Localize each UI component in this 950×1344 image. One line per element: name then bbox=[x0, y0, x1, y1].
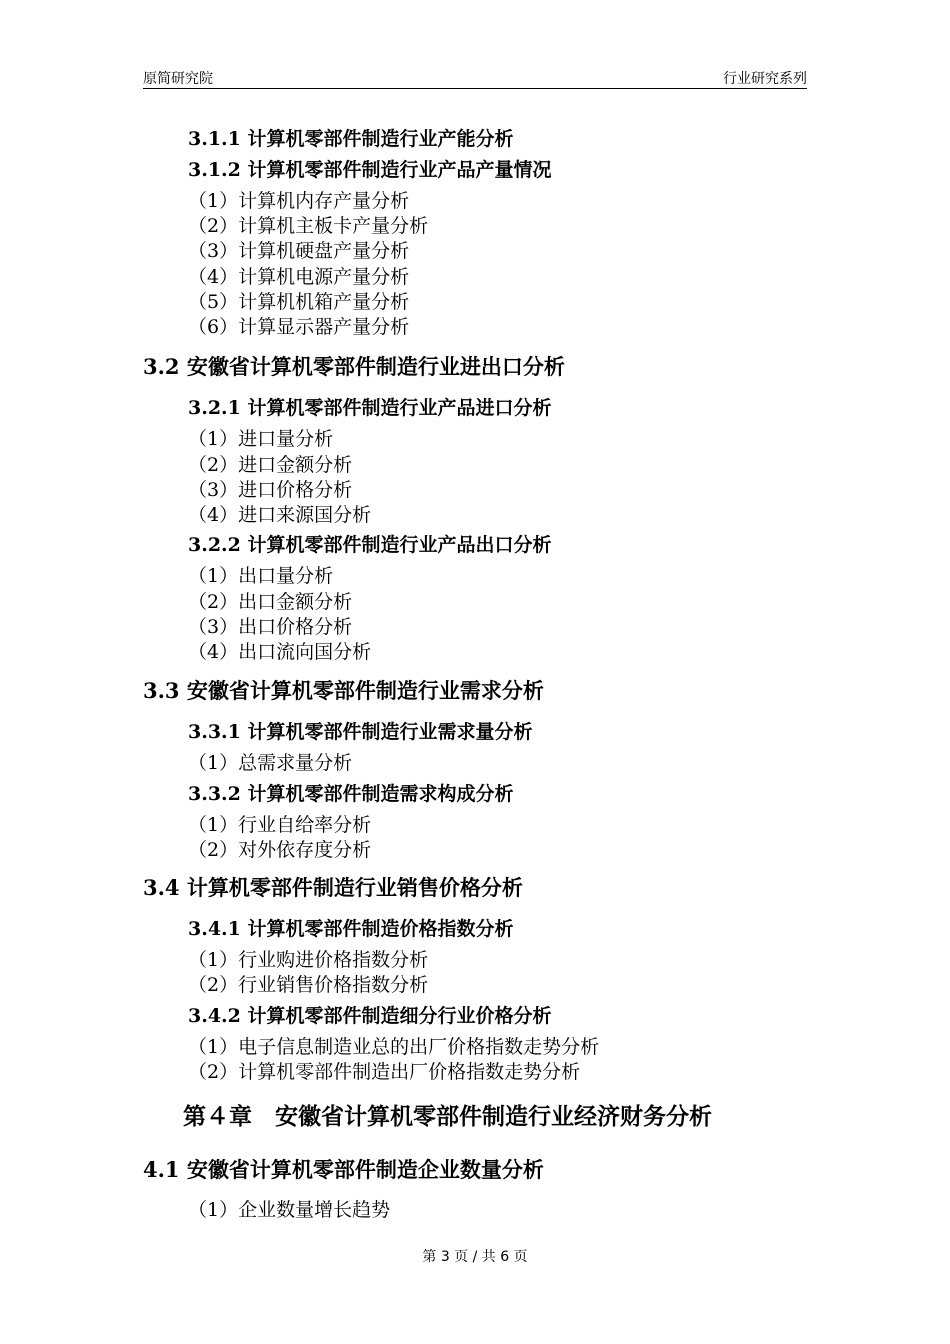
toc-entry: （1）计算机内存产量分析 bbox=[188, 190, 410, 212]
toc-entry: （1）总需求量分析 bbox=[188, 752, 353, 774]
toc-entry: 3.3 安徽省计算机零部件制造行业需求分析 bbox=[143, 678, 544, 703]
toc-entry: 3.3.1 计算机零部件制造行业需求量分析 bbox=[188, 721, 533, 743]
toc-entry: （1）行业购进价格指数分析 bbox=[188, 949, 429, 971]
toc-entry: 4.1 安徽省计算机零部件制造企业数量分析 bbox=[143, 1157, 544, 1182]
toc-entry: （2）对外依存度分析 bbox=[188, 839, 372, 861]
toc-entry: （2）计算机零部件制造出厂价格指数走势分析 bbox=[188, 1061, 581, 1083]
toc-entry: （4）出口流向国分析 bbox=[188, 641, 372, 663]
toc-entry: 3.4.2 计算机零部件制造细分行业价格分析 bbox=[188, 1005, 552, 1027]
toc-entry: （1）进口量分析 bbox=[188, 428, 334, 450]
toc-entry: 3.2.1 计算机零部件制造行业产品进口分析 bbox=[188, 397, 552, 419]
toc-entry: 3.1.1 计算机零部件制造行业产能分析 bbox=[188, 128, 514, 150]
toc-entry: （6）计算显示器产量分析 bbox=[188, 316, 410, 338]
toc-entry: （4）进口来源国分析 bbox=[188, 504, 372, 526]
toc-entry: 3.1.2 计算机零部件制造行业产品产量情况 bbox=[188, 159, 552, 181]
toc-entry: （1）出口量分析 bbox=[188, 565, 334, 587]
page-footer: 第 3 页 / 共 6 页 bbox=[422, 1249, 528, 1265]
toc-entry: （1）行业自给率分析 bbox=[188, 814, 372, 836]
toc-entry: （3）出口价格分析 bbox=[188, 616, 353, 638]
toc-entry: 3.2.2 计算机零部件制造行业产品出口分析 bbox=[188, 534, 552, 556]
toc-entry: （2）行业销售价格指数分析 bbox=[188, 974, 429, 996]
header-right-text: 行业研究系列 bbox=[723, 71, 807, 87]
toc-entry: 3.4.1 计算机零部件制造价格指数分析 bbox=[188, 918, 514, 940]
toc-entry: 3.3.2 计算机零部件制造需求构成分析 bbox=[188, 783, 514, 805]
toc-entry: （1）企业数量增长趋势 bbox=[188, 1199, 391, 1221]
header-left-text: 原简研究院 bbox=[143, 71, 213, 87]
toc-entry: （3）计算机硬盘产量分析 bbox=[188, 240, 410, 262]
toc-entry: （5）计算机机箱产量分析 bbox=[188, 291, 410, 313]
toc-entry: 第４章 安徽省计算机零部件制造行业经济财务分析 bbox=[183, 1103, 712, 1130]
toc-entry: 3.4 计算机零部件制造行业销售价格分析 bbox=[143, 875, 523, 900]
toc-entry: （2）进口金额分析 bbox=[188, 454, 353, 476]
toc-entry: 3.2 安徽省计算机零部件制造行业进出口分析 bbox=[143, 354, 565, 379]
toc-entry: （2）出口金额分析 bbox=[188, 591, 353, 613]
toc-entry: （3）进口价格分析 bbox=[188, 479, 353, 501]
toc-entry: （2）计算机主板卡产量分析 bbox=[188, 215, 429, 237]
toc-entry: （1）电子信息制造业总的出厂价格指数走势分析 bbox=[188, 1036, 600, 1058]
toc-entry: （4）计算机电源产量分析 bbox=[188, 266, 410, 288]
